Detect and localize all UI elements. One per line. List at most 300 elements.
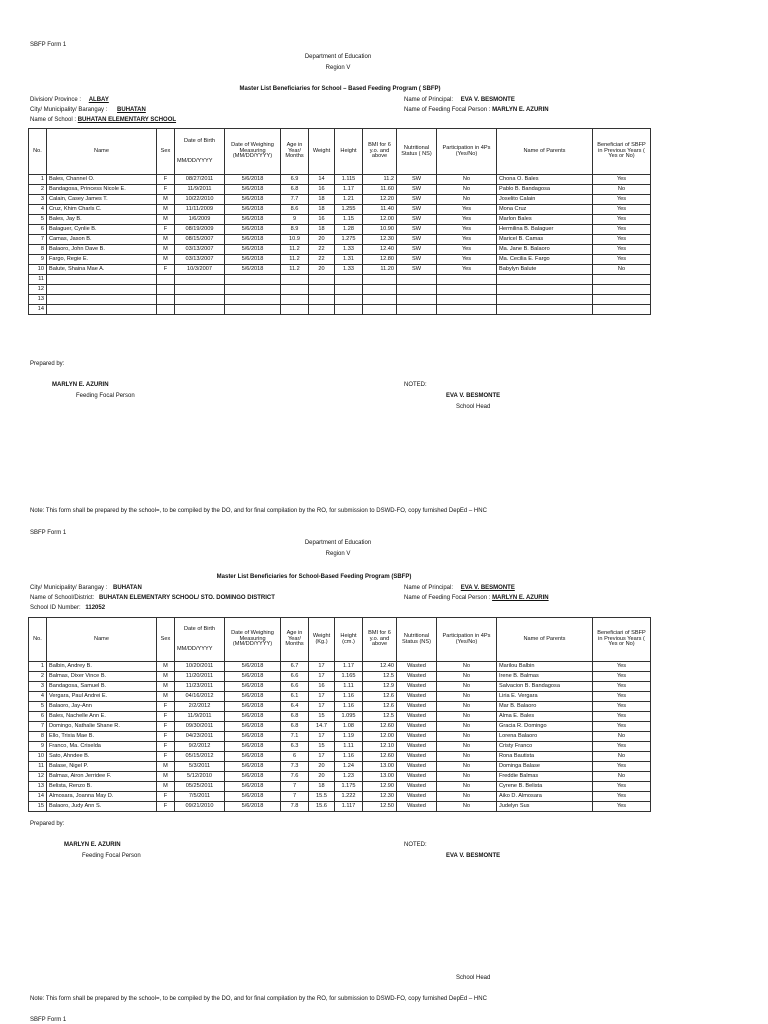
prepared-by-label: Prepared by:: [30, 361, 65, 367]
cell-student-name: Fargo, Regie E.: [47, 255, 157, 265]
cell-sex: M: [157, 772, 175, 782]
cell-date-of-weighing: 5/6/2018: [225, 255, 281, 265]
cell-age: 6.1: [281, 692, 309, 702]
cell-4ps-participation: No: [437, 682, 497, 692]
cell-date-of-weighing: 5/6/2018: [225, 235, 281, 245]
table-row: [29, 772, 651, 782]
cell-date-of-weighing: [225, 305, 281, 315]
division-line: [30, 97, 109, 103]
cell-nutritional-status: Wasted: [397, 682, 437, 692]
cell-4ps-participation: No: [437, 722, 497, 732]
preparer-role: Feeding Focal Person: [76, 393, 135, 399]
cell-nutritional-status: Wasted: [397, 752, 437, 762]
cell-student-name: Domingo, Nathalie Shane R.: [47, 722, 157, 732]
cell-4ps-participation: [437, 275, 497, 285]
cell-previous-beneficiary: Yes: [593, 802, 651, 812]
table-row: [29, 742, 651, 752]
cell-parent-name: Mona Cruz: [497, 205, 593, 215]
cell-sex: M: [157, 215, 175, 225]
cell-parent-name: Chona O. Bales: [497, 175, 593, 185]
cell-age: 8.6: [281, 205, 309, 215]
document-title: Master List Beneficiaries for School – Based Feeding Program ( SBFP): [239, 86, 441, 92]
cell-age: 7.8: [281, 802, 309, 812]
cell-weight: [309, 275, 335, 285]
focal-line: [404, 107, 549, 113]
head-name: EVA V. BESMONTE: [446, 393, 501, 399]
cell-previous-beneficiary: [593, 275, 651, 285]
cell-weight: 22: [309, 245, 335, 255]
cell-age: 6.8: [281, 712, 309, 722]
cell-weight: 20: [309, 762, 335, 772]
cell-previous-beneficiary: No: [593, 752, 651, 762]
table-row: [29, 255, 651, 265]
cell-age: [281, 295, 309, 305]
dob-label: Date of Birth: [183, 137, 216, 144]
cell-nutritional-status: SW: [397, 255, 437, 265]
cell-student-name: Bales, Channel O.: [47, 175, 157, 185]
preparer-role: Feeding Focal Person: [82, 853, 141, 859]
cell-parent-name: Lorena Balaoro: [497, 732, 593, 742]
table-row: [29, 215, 651, 225]
cell-parent-name: [497, 295, 593, 305]
table-row: [29, 752, 651, 762]
cell-student-name: Vergara, Paul Andrei E.: [47, 692, 157, 702]
cell-row-number: 5: [29, 702, 47, 712]
cell-date-of-weighing: 5/6/2018: [225, 702, 281, 712]
cell-row-number: 1: [29, 662, 47, 672]
cell-weight: 16: [309, 682, 335, 692]
cell-height: 1.11: [335, 682, 363, 692]
col-header-no: No.: [29, 129, 47, 175]
cell-weight: 14: [309, 175, 335, 185]
cell-height: 1.28: [335, 225, 363, 235]
cell-4ps-participation: No: [437, 195, 497, 205]
table-row: [29, 712, 651, 722]
col-header-4ps: Participation in 4Ps (Yes/No): [437, 129, 497, 175]
cell-previous-beneficiary: Yes: [593, 225, 651, 235]
cell-bmi: 11.60: [363, 185, 397, 195]
cell-previous-beneficiary: Yes: [593, 255, 651, 265]
col-header-parents: Name of Parents: [497, 618, 593, 662]
city-line: [30, 585, 142, 591]
cell-previous-beneficiary: Yes: [593, 782, 651, 792]
region-heading: Region V: [325, 551, 351, 557]
cell-parent-name: Salvacion B. Bandagosa: [497, 682, 593, 692]
cell-nutritional-status: SW: [397, 175, 437, 185]
principal-line: [404, 97, 515, 103]
cell-student-name: Balbin, Andrey B.: [47, 662, 157, 672]
cell-4ps-participation: [437, 285, 497, 295]
cell-4ps-participation: No: [437, 762, 497, 772]
cell-parent-name: Marilou Balbin: [497, 662, 593, 672]
cell-date-of-birth: 11/9/2011: [175, 185, 225, 195]
cell-row-number: 13: [29, 782, 47, 792]
cell-date-of-weighing: 5/6/2018: [225, 722, 281, 732]
cell-sex: M: [157, 662, 175, 672]
city-label: City/ Municipality/ Barangay :: [30, 107, 108, 113]
cell-student-name: Balaoro, John Dave B.: [47, 245, 157, 255]
cell-student-name: Sato, Ahndee B.: [47, 752, 157, 762]
cell-date-of-weighing: [225, 295, 281, 305]
cell-row-number: 6: [29, 225, 47, 235]
cell-sex: M: [157, 205, 175, 215]
cell-date-of-birth: [175, 295, 225, 305]
cell-nutritional-status: SW: [397, 215, 437, 225]
cell-date-of-birth: 08/15/2007: [175, 235, 225, 245]
cell-bmi: 12.20: [363, 195, 397, 205]
cell-row-number: 12: [29, 285, 47, 295]
principal-label: Name of Principal:: [404, 97, 454, 103]
cell-previous-beneficiary: Yes: [593, 672, 651, 682]
col-header-age: Age in Year/ Months: [281, 618, 309, 662]
department-heading: Department of Education: [304, 540, 372, 546]
cell-height: 1.175: [335, 782, 363, 792]
cell-weight: 15: [309, 742, 335, 752]
cell-parent-name: Cristy Franco: [497, 742, 593, 752]
cell-nutritional-status: [397, 285, 437, 295]
cell-student-name: Calain, Casey James T.: [47, 195, 157, 205]
table-row: [29, 225, 651, 235]
cell-bmi: 12.60: [363, 752, 397, 762]
cell-parent-name: Freddie Balmas: [497, 772, 593, 782]
col-header-sex: Sex: [157, 618, 175, 662]
cell-sex: F: [157, 722, 175, 732]
cell-4ps-participation: [437, 295, 497, 305]
cell-row-number: 10: [29, 752, 47, 762]
cell-bmi: 12.40: [363, 662, 397, 672]
cell-previous-beneficiary: [593, 305, 651, 315]
cell-row-number: 11: [29, 275, 47, 285]
cell-bmi: 12.6: [363, 692, 397, 702]
form-note: Note: This form shall be prepared by the school=, to be compiled by the DO, and for final compilation by the RO, for submission to DSWD-FO, copy furnished DepEd – HNC: [30, 996, 487, 1002]
cell-sex: M: [157, 682, 175, 692]
cell-height: 1.24: [335, 762, 363, 772]
cell-parent-name: [497, 275, 593, 285]
table-row: [29, 245, 651, 255]
cell-row-number: 10: [29, 265, 47, 275]
division-label: Division/ Province :: [30, 97, 82, 103]
cell-weight: 22: [309, 255, 335, 265]
cell-nutritional-status: Wasted: [397, 772, 437, 782]
cell-height: 1.33: [335, 265, 363, 275]
cell-student-name: Balmas, Dixer Vince B.: [47, 672, 157, 682]
cell-parent-name: Hermilina B. Balaguer: [497, 225, 593, 235]
cell-parent-name: Judelyn Sus: [497, 802, 593, 812]
cell-height: 1.16: [335, 752, 363, 762]
table-row: [29, 305, 651, 315]
cell-student-name: Bales, Jay B.: [47, 215, 157, 225]
cell-weight: 18: [309, 195, 335, 205]
cell-nutritional-status: SW: [397, 265, 437, 275]
cell-nutritional-status: Wasted: [397, 712, 437, 722]
cell-student-name: Bandagosa, Samuel B.: [47, 682, 157, 692]
table-header-row: [29, 129, 651, 175]
cell-date-of-weighing: 5/6/2018: [225, 732, 281, 742]
cell-bmi: 12.6: [363, 702, 397, 712]
cell-4ps-participation: Yes: [437, 205, 497, 215]
focal-label: Name of Feeding Focal Person :: [404, 107, 491, 113]
cell-row-number: 9: [29, 255, 47, 265]
table-row: [29, 195, 651, 205]
cell-date-of-birth: 09/30/2011: [175, 722, 225, 732]
cell-4ps-participation: No: [437, 702, 497, 712]
cell-date-of-weighing: [225, 275, 281, 285]
col-header-name: Name: [47, 129, 157, 175]
table-row: [29, 285, 651, 295]
cell-height: 1.16: [335, 702, 363, 712]
cell-height: 1.117: [335, 802, 363, 812]
col-header-bmi: BMI for 6 y.o. and above: [363, 129, 397, 175]
table-row: [29, 792, 651, 802]
prepared-by-label: Prepared by:: [30, 821, 65, 827]
cell-parent-name: Ma. Jane B. Balaoro: [497, 245, 593, 255]
cell-4ps-participation: No: [437, 802, 497, 812]
col-header-weighing: Date of Weighing Measuring (MM/DD/YYYY): [225, 129, 281, 175]
cell-date-of-birth: 09/21/2010: [175, 802, 225, 812]
cell-nutritional-status: Wasted: [397, 782, 437, 792]
cell-sex: F: [157, 185, 175, 195]
cell-bmi: 12.00: [363, 215, 397, 225]
cell-previous-beneficiary: [593, 285, 651, 295]
cell-bmi: 12.80: [363, 255, 397, 265]
col-header-status: Nutritional Status ( NS): [397, 129, 437, 175]
cell-parent-name: Dominga Balase: [497, 762, 593, 772]
cell-bmi: 10.90: [363, 225, 397, 235]
cell-sex: F: [157, 732, 175, 742]
principal-value: EVA V. BESMONTE: [460, 585, 515, 591]
cell-student-name: Ello, Trixia Mae B.: [47, 732, 157, 742]
cell-age: 10.9: [281, 235, 309, 245]
cell-student-name: Cruz, Khim Charls C.: [47, 205, 157, 215]
cell-row-number: 4: [29, 205, 47, 215]
cell-nutritional-status: [397, 305, 437, 315]
cell-4ps-participation: Yes: [437, 235, 497, 245]
beneficiary-table-1: [28, 128, 651, 315]
school-id-value: 112052: [85, 605, 106, 611]
cell-bmi: 12.60: [363, 722, 397, 732]
dob-label: Date of Birth: [183, 625, 216, 632]
col-header-weight: Weight: [309, 129, 335, 175]
cell-height: 1.222: [335, 792, 363, 802]
cell-nutritional-status: Wasted: [397, 732, 437, 742]
city-value: BUHATAN: [117, 107, 146, 113]
cell-4ps-participation: No: [437, 692, 497, 702]
cell-nutritional-status: Wasted: [397, 662, 437, 672]
cell-date-of-weighing: 5/6/2018: [225, 225, 281, 235]
cell-previous-beneficiary: No: [593, 265, 651, 275]
col-header-beneficiary: Beneficiari of SBFP in Previous Years ( Yes or No): [593, 618, 651, 662]
cell-sex: F: [157, 792, 175, 802]
table-row: [29, 682, 651, 692]
cell-row-number: 6: [29, 712, 47, 722]
school-id-label: School ID Number:: [30, 605, 81, 611]
cell-height: 1.095: [335, 712, 363, 722]
cell-date-of-birth: 1/6/2009: [175, 215, 225, 225]
school-value: BUHATAN ELEMENTARY SCHOOL/ STO. DOMINGO DISTRICT: [99, 595, 275, 601]
focal-value: MARLYN E. AZURIN: [492, 107, 549, 113]
cell-date-of-birth: 9/2/2012: [175, 742, 225, 752]
cell-row-number: 8: [29, 245, 47, 255]
cell-weight: 18: [309, 205, 335, 215]
col-header-sex: Sex: [157, 129, 175, 175]
cell-previous-beneficiary: Yes: [593, 175, 651, 185]
cell-sex: M: [157, 692, 175, 702]
cell-date-of-birth: [175, 275, 225, 285]
cell-nutritional-status: SW: [397, 235, 437, 245]
cell-4ps-participation: Yes: [437, 255, 497, 265]
cell-bmi: 12.9: [363, 682, 397, 692]
cell-student-name: Balaoro, Jay-Ann: [47, 702, 157, 712]
cell-date-of-birth: 03/13/2007: [175, 255, 225, 265]
cell-age: [281, 275, 309, 285]
cell-date-of-weighing: 5/6/2018: [225, 772, 281, 782]
cell-date-of-weighing: 5/6/2018: [225, 792, 281, 802]
cell-bmi: 12.5: [363, 672, 397, 682]
cell-student-name: [47, 285, 157, 295]
col-header-4ps: Participation in 4Ps (Yes/No): [437, 618, 497, 662]
cell-date-of-birth: 04/23/2011: [175, 732, 225, 742]
col-header-bmi: BMI for 6 y.o. and above: [363, 618, 397, 662]
cell-age: 6.3: [281, 742, 309, 752]
cell-parent-name: Ma. Cecilia E. Fargo: [497, 255, 593, 265]
cell-row-number: 2: [29, 672, 47, 682]
cell-student-name: [47, 275, 157, 285]
cell-nutritional-status: SW: [397, 195, 437, 205]
cell-parent-name: Maricel B. Camas: [497, 235, 593, 245]
division-value: ALBAY: [88, 97, 109, 103]
cell-student-name: [47, 305, 157, 315]
table-row: [29, 782, 651, 792]
cell-weight: 15: [309, 712, 335, 722]
cell-date-of-weighing: 5/6/2018: [225, 175, 281, 185]
cell-row-number: 8: [29, 732, 47, 742]
cell-height: 1.08: [335, 722, 363, 732]
cell-height: [335, 295, 363, 305]
table-row: [29, 275, 651, 285]
cell-date-of-weighing: 5/6/2018: [225, 662, 281, 672]
cell-sex: F: [157, 712, 175, 722]
cell-date-of-birth: [175, 285, 225, 295]
cell-parent-name: [497, 285, 593, 295]
form-label: SBFP Form 1: [30, 530, 67, 536]
cell-parent-name: Gracia R. Domingo: [497, 722, 593, 732]
cell-previous-beneficiary: Yes: [593, 792, 651, 802]
cell-height: [335, 275, 363, 285]
cell-weight: 17: [309, 752, 335, 762]
cell-4ps-participation: No: [437, 712, 497, 722]
table-row: [29, 265, 651, 275]
principal-line: [404, 585, 515, 591]
cell-date-of-weighing: 5/6/2018: [225, 185, 281, 195]
cell-sex: M: [157, 245, 175, 255]
cell-4ps-participation: Yes: [437, 265, 497, 275]
cell-previous-beneficiary: Yes: [593, 712, 651, 722]
cell-student-name: Bandagosa, Princess Nicole E.: [47, 185, 157, 195]
cell-parent-name: Cyrene B. Belista: [497, 782, 593, 792]
cell-sex: [157, 305, 175, 315]
cell-row-number: 2: [29, 185, 47, 195]
cell-sex: F: [157, 265, 175, 275]
cell-weight: 20: [309, 772, 335, 782]
cell-4ps-participation: Yes: [437, 245, 497, 255]
cell-previous-beneficiary: Yes: [593, 682, 651, 692]
cell-4ps-participation: No: [437, 742, 497, 752]
preparer-name: MARLYN E. AZURIN: [64, 842, 121, 848]
cell-bmi: 11.20: [363, 265, 397, 275]
cell-previous-beneficiary: Yes: [593, 245, 651, 255]
cell-height: 1.31: [335, 255, 363, 265]
cell-4ps-participation: No: [437, 792, 497, 802]
cell-4ps-participation: No: [437, 732, 497, 742]
preparer-name: MARLYN E. AZURIN: [52, 382, 109, 388]
cell-row-number: 4: [29, 692, 47, 702]
table-row: [29, 702, 651, 712]
cell-date-of-birth: 5/12/2010: [175, 772, 225, 782]
cell-sex: F: [157, 225, 175, 235]
cell-bmi: 12.00: [363, 732, 397, 742]
cell-date-of-weighing: 5/6/2018: [225, 205, 281, 215]
school-label: Name of School/District:: [30, 595, 95, 601]
cell-previous-beneficiary: No: [593, 185, 651, 195]
cell-date-of-birth: 2/2/2012: [175, 702, 225, 712]
cell-nutritional-status: Wasted: [397, 802, 437, 812]
col-header-height: Height (cm.): [335, 618, 363, 662]
col-header-no: No.: [29, 618, 47, 662]
city-label: City/ Municipality/ Barangay :: [30, 585, 108, 591]
cell-date-of-birth: 11/11/2009: [175, 205, 225, 215]
cell-sex: F: [157, 175, 175, 185]
cell-sex: [157, 295, 175, 305]
noted-label: NOTED:: [404, 382, 427, 388]
cell-date-of-birth: 08/19/2009: [175, 225, 225, 235]
cell-height: [335, 305, 363, 315]
cell-row-number: 14: [29, 792, 47, 802]
table-row: [29, 205, 651, 215]
cell-parent-name: Rona Bautista: [497, 752, 593, 762]
cell-age: 7: [281, 792, 309, 802]
cell-bmi: [363, 305, 397, 315]
school-id-line: [30, 605, 105, 611]
cell-date-of-weighing: 5/6/2018: [225, 265, 281, 275]
cell-nutritional-status: Wasted: [397, 762, 437, 772]
cell-date-of-birth: 04/16/2012: [175, 692, 225, 702]
cell-parent-name: Mar B. Balaoro: [497, 702, 593, 712]
cell-date-of-weighing: 5/6/2018: [225, 682, 281, 692]
cell-nutritional-status: Wasted: [397, 702, 437, 712]
cell-previous-beneficiary: [593, 295, 651, 305]
noted-label: NOTED:: [404, 842, 427, 848]
cell-nutritional-status: Wasted: [397, 672, 437, 682]
cell-4ps-participation: Yes: [437, 215, 497, 225]
cell-nutritional-status: SW: [397, 185, 437, 195]
cell-parent-name: Marlon Bales: [497, 215, 593, 225]
cell-sex: M: [157, 195, 175, 205]
cell-height: 1.19: [335, 732, 363, 742]
cell-parent-name: Irene B. Balmas: [497, 672, 593, 682]
cell-date-of-weighing: 5/6/2018: [225, 802, 281, 812]
cell-previous-beneficiary: Yes: [593, 235, 651, 245]
document-title: Master List Beneficiaries for School-Based Feeding Program (SBFP): [216, 574, 412, 580]
col-header-height: Height: [335, 129, 363, 175]
cell-nutritional-status: SW: [397, 225, 437, 235]
cell-student-name: Balase, Nigel P.: [47, 762, 157, 772]
cell-age: 7.3: [281, 762, 309, 772]
cell-age: 9: [281, 215, 309, 225]
cell-sex: M: [157, 672, 175, 682]
cell-date-of-birth: 10/22/2010: [175, 195, 225, 205]
cell-student-name: Belista, Renzo B.: [47, 782, 157, 792]
principal-value: EVA V. BESMONTE: [460, 97, 515, 103]
